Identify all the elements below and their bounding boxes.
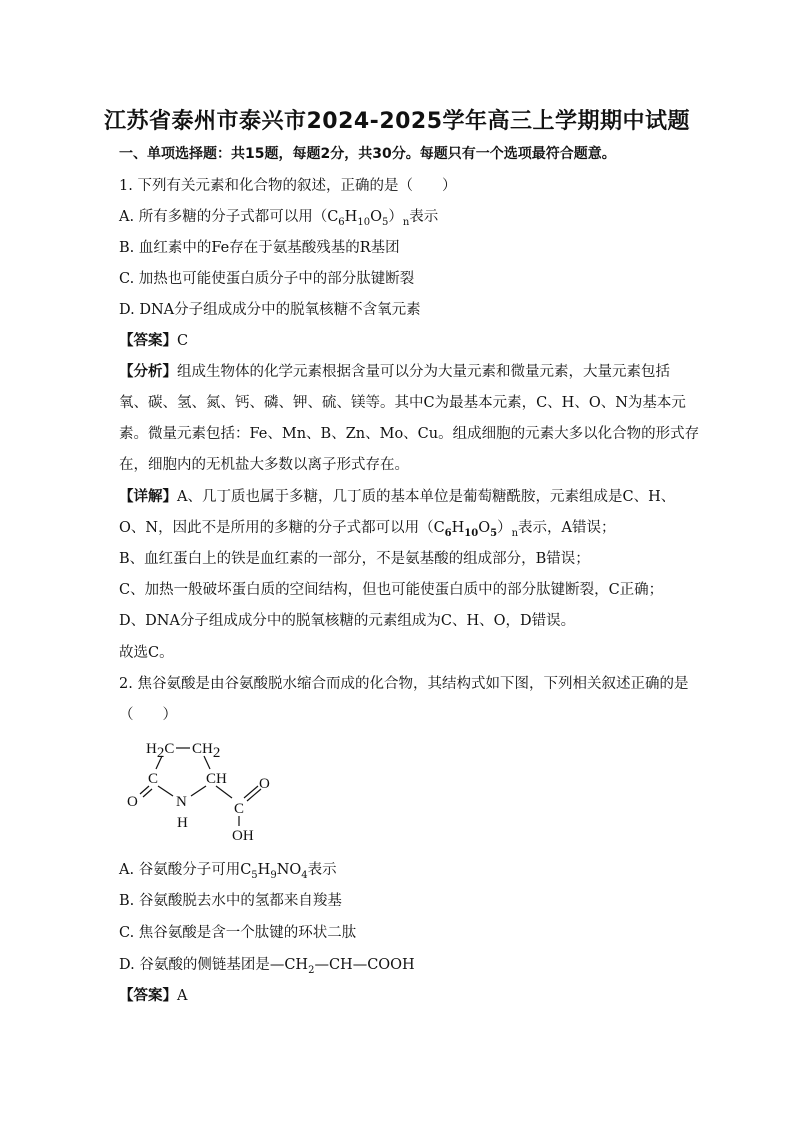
q1-option-c: C. 加热也可能使蛋白质分子中的部分肽键断裂 [119, 271, 415, 287]
q1-analysis-line-4: 在，细胞内的无机盐大多数以离子形式存在。 [119, 457, 409, 473]
atom-o-left: O [127, 794, 138, 810]
atom-h2c: H2C [146, 741, 175, 761]
atom-ch: CH [206, 771, 227, 787]
q1-detail-line-1: 【详解】A、几丁质也属于多糖，几丁质的基本单位是葡萄糖酰胺，元素组成是C、H、 [119, 489, 676, 505]
atom-n: N [176, 794, 187, 810]
q1-answer: 【答案】C [119, 333, 189, 349]
atom-c-right: C [234, 801, 245, 817]
q1-detail-line-5: D、DNA分子组成成分中的脱氧核糖的元素组成为C、H、O，D错误。 [119, 613, 576, 629]
q1-option-a: A. 所有多糖的分子式都可以用$(C_6H_{10}O_5)_n$表示 [119, 209, 439, 228]
q1-stem: 1. 下列有关元素和化合物的叙述，正确的是（ ） [119, 178, 457, 194]
q2-option-c: C. 焦谷氨酸是含一个肽键的环状二肽 [119, 925, 357, 941]
q1-option-d: D. DNA分子组成成分中的脱氧核糖不含氧元素 [119, 302, 421, 318]
atom-c-left: C [148, 771, 159, 787]
q1-detail-line-4: C、加热一般破坏蛋白质的空间结构，但也可能使蛋白质中的部分肽键断裂，C正确； [119, 582, 664, 598]
q1-option-b: B. 血红素中的Fe存在于氨基酸残基的R基团 [119, 240, 400, 256]
q2-stem-line-1: 2. 焦谷氨酸是由谷氨酸脱水缩合而成的化合物，其结构式如下图，下列相关叙述正确的是 [119, 676, 689, 692]
q1-analysis-line-3: 素。微量元素包括：Fe、Mn、B、Zn、Mo、Cu。组成细胞的元素大多以化合物的形式存 [119, 426, 700, 442]
atom-o-right: O [259, 776, 270, 792]
page-title: 江苏省泰州市泰兴市2024-2025学年高三上学期期中试题 [103, 109, 691, 134]
q1-detail-line-3: B、血红蛋白上的铁是血红素的一部分，不是氨基酸的组成部分，B错误； [119, 551, 590, 567]
q2-stem-line-2: （ ） [119, 707, 177, 723]
q1-analysis-line-2: 氧、碳、氢、氮、钙、磷、钾、硫、镁等。其中C为最基本元素，C、H、O、N为基本元 [119, 395, 686, 411]
q1-conclusion: 故选C。 [119, 645, 174, 661]
q2-answer: 【答案】A [119, 988, 188, 1004]
pyroglutamic-acid-structure [118, 736, 288, 848]
q1-analysis-line-1: 【分析】组成生物体的化学元素根据含量可以分为大量元素和微量元素，大量元素包括 [119, 364, 670, 380]
atom-h: H [177, 815, 188, 831]
q2-option-b: B. 谷氨酸脱去水中的氢都来自羧基 [119, 893, 342, 909]
section-heading: 一、单项选择题：共15题，每题2分，共30分。每题只有一个选项最符合题意。 [119, 146, 616, 162]
atom-oh: OH [232, 828, 254, 844]
q1-detail-line-2: O、N，因此不是所用的多糖的分子式都可以用$(C_6H_{10}O_5)_n$表示，A错误； [119, 520, 616, 539]
atom-ch2: CH2 [192, 741, 221, 761]
q2-option-a: A. 谷氨酸分子可用$C_5H_9NO_4$表示 [119, 862, 337, 881]
q2-option-d: D. 谷氨酸的侧链基团是$—CH_2—CH—COOH$ [119, 957, 415, 976]
